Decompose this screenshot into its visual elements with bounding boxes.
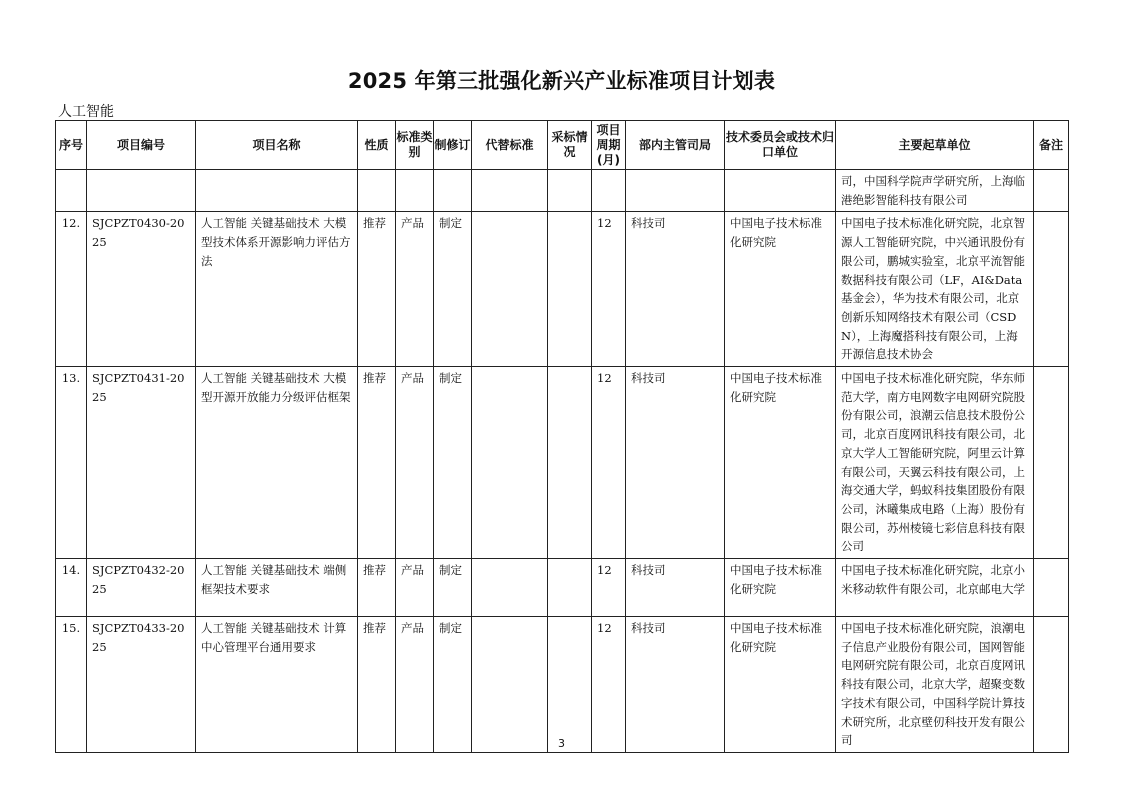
cell-period <box>592 170 626 212</box>
table-row-continuation <box>56 170 1069 212</box>
cell-period: 12 <box>592 559 626 617</box>
cell-note <box>1034 617 1069 753</box>
cell-std-type: 产品 <box>396 617 434 753</box>
header-tech: 技术委员会或技术归口单位 <box>725 121 836 170</box>
cell-revision: 制定 <box>434 212 472 367</box>
cell-tech: 中国电子技术标准化研究院 <box>725 367 836 559</box>
cell-nature: 推荐 <box>358 617 396 753</box>
header-seq: 序号 <box>56 121 87 170</box>
cell-note <box>1034 559 1069 617</box>
cell-dept: 科技司 <box>626 212 725 367</box>
cell-std-type: 产品 <box>396 212 434 367</box>
cell-units: 中国电子技术标准化研究院，华东师范大学，南方电网数字电网研究院股份有限公司，浪潮云信息技术股份公司，北京百度网讯科技有限公司，北京大学人工智能研究院，阿里云计算有限公司，天翼云科技有限公司，上海交通大学，蚂蚁科技集团股份有限公司，沐曦集成电路（上海）股份有限公司，苏州棱镜七彩信息科技有限公司 <box>836 367 1034 559</box>
cell-seq: 13. <box>56 367 87 559</box>
cell-revision: 制定 <box>434 367 472 559</box>
cell-adopt <box>548 212 592 367</box>
cell-seq: 14. <box>56 559 87 617</box>
header-dept: 部内主管司局 <box>626 121 725 170</box>
cell-units: 司，中国科学院声学研究所，上海临港绝影智能科技有限公司 <box>836 170 1034 212</box>
header-note: 备注 <box>1034 121 1069 170</box>
cell-dept: 科技司 <box>626 617 725 753</box>
header-code: 项目编号 <box>87 121 196 170</box>
cell-tech: 中国电子技术标准化研究院 <box>725 617 836 753</box>
cell-code: SJCPZT0433-2025 <box>87 617 196 753</box>
cell-dept: 科技司 <box>626 367 725 559</box>
table-row <box>56 212 1069 367</box>
cell-name: 人工智能 关键基础技术 大模型技术体系开源影响力评估方法 <box>196 212 358 367</box>
cell-replace <box>472 617 548 753</box>
category-label: 人工智能 <box>58 104 114 120</box>
cell-tech <box>725 170 836 212</box>
cell-name: 人工智能 关键基础技术 大模型开源开放能力分级评估框架 <box>196 367 358 559</box>
header-std-type: 标准类别 <box>396 121 434 170</box>
project-plan-table <box>55 120 1069 753</box>
cell-seq: 12. <box>56 212 87 367</box>
header-nature: 性质 <box>358 121 396 170</box>
cell-revision: 制定 <box>434 617 472 753</box>
cell-note <box>1034 212 1069 367</box>
cell-revision <box>434 170 472 212</box>
cell-units: 中国电子技术标准化研究院，浪潮电子信息产业股份有限公司，国网智能电网研究院有限公司，北京百度网讯科技有限公司，北京大学，超聚变数字技术有限公司，中国科学院计算技术研究所，北京壁仞科技开发有限公司 <box>836 617 1034 753</box>
cell-std-type <box>396 170 434 212</box>
cell-name: 人工智能 关键基础技术 端侧框架技术要求 <box>196 559 358 617</box>
cell-name <box>196 170 358 212</box>
table-row <box>56 367 1069 559</box>
header-adopt: 采标情况 <box>548 121 592 170</box>
cell-dept: 科技司 <box>626 559 725 617</box>
header-row <box>56 121 1069 170</box>
table-row <box>56 559 1069 617</box>
header-replace: 代替标准 <box>472 121 548 170</box>
cell-nature: 推荐 <box>358 367 396 559</box>
cell-code <box>87 170 196 212</box>
cell-adopt <box>548 559 592 617</box>
header-revision: 制修订 <box>434 121 472 170</box>
cell-period: 12 <box>592 617 626 753</box>
cell-tech: 中国电子技术标准化研究院 <box>725 212 836 367</box>
cell-code: SJCPZT0431-2025 <box>87 367 196 559</box>
cell-tech: 中国电子技术标准化研究院 <box>725 559 836 617</box>
cell-seq <box>56 170 87 212</box>
cell-code: SJCPZT0430-2025 <box>87 212 196 367</box>
page-title: 2025 年第三批强化新兴产业标准项目计划表 <box>347 69 776 93</box>
header-units: 主要起草单位 <box>836 121 1034 170</box>
table-row <box>56 617 1069 753</box>
cell-period: 12 <box>592 212 626 367</box>
cell-units: 中国电子技术标准化研究院，北京智源人工智能研究院，中兴通讯股份有限公司，鹏城实验室，北京平流智能数据科技有限公司（LF，AI&Data 基金会），华为技术有限公司，北京创新乐知网络技术有限公司（CSDN），上海魔搭科技有限公司，上海开源信息技术协会 <box>836 212 1034 367</box>
cell-period: 12 <box>592 367 626 559</box>
cell-note <box>1034 170 1069 212</box>
cell-name: 人工智能 关键基础技术 计算中心管理平台通用要求 <box>196 617 358 753</box>
cell-replace <box>472 170 548 212</box>
cell-dept <box>626 170 725 212</box>
cell-seq: 15. <box>56 617 87 753</box>
cell-nature: 推荐 <box>358 559 396 617</box>
cell-adopt <box>548 170 592 212</box>
cell-replace <box>472 212 548 367</box>
cell-replace <box>472 367 548 559</box>
cell-adopt <box>548 617 592 753</box>
cell-std-type: 产品 <box>396 367 434 559</box>
cell-code: SJCPZT0432-2025 <box>87 559 196 617</box>
cell-note <box>1034 367 1069 559</box>
cell-std-type: 产品 <box>396 559 434 617</box>
header-period: 项目周期(月) <box>592 121 626 170</box>
header-name: 项目名称 <box>196 121 358 170</box>
cell-adopt <box>548 367 592 559</box>
cell-replace <box>472 559 548 617</box>
cell-nature: 推荐 <box>358 212 396 367</box>
cell-revision: 制定 <box>434 559 472 617</box>
cell-nature <box>358 170 396 212</box>
cell-units: 中国电子技术标准化研究院，北京小米移动软件有限公司，北京邮电大学 <box>836 559 1034 617</box>
page-number: 3 <box>558 737 565 750</box>
